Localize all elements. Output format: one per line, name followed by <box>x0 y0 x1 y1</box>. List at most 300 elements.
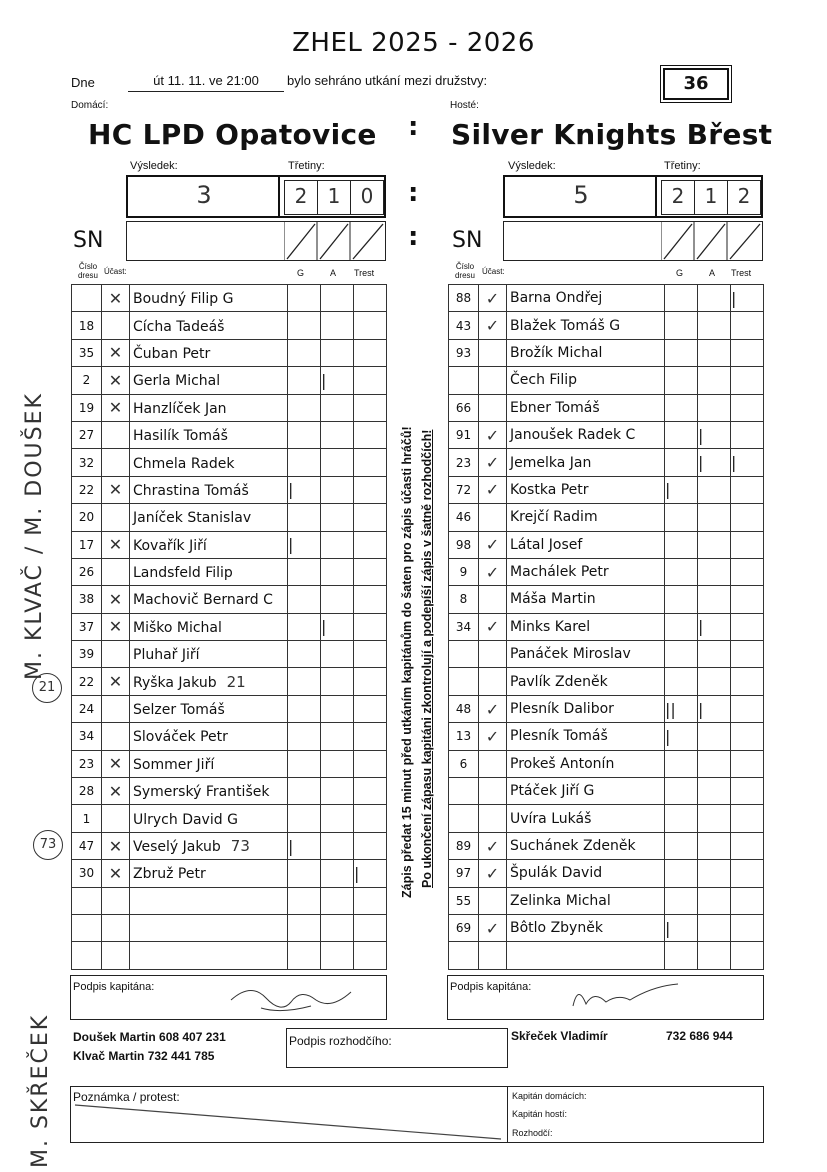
home-player-name: Kovařík Jiří <box>130 531 288 558</box>
home-label: Domácí: <box>71 100 109 111</box>
home-player-number: 27 <box>72 421 102 448</box>
home-player-name: Ryška Jakub 21 <box>130 668 288 695</box>
away-player-row <box>449 695 764 722</box>
home-player-number: 22 <box>72 476 102 503</box>
home-contact-1: Doušek Martin 608 407 231 <box>73 1030 226 1044</box>
away-player-name: Blažek Tomáš G <box>507 312 665 339</box>
away-presence-mark: ✓ <box>479 285 507 312</box>
home-player-number <box>72 942 102 969</box>
captain-home-label: Kapitán domácích: <box>512 1091 587 1101</box>
note-strikeout <box>71 1087 507 1142</box>
home-penalty-mark <box>354 778 387 805</box>
away-player-number: 9 <box>449 558 479 585</box>
away-player-row <box>449 449 764 476</box>
away-assists-mark <box>698 860 731 887</box>
away-goals-mark <box>665 887 698 914</box>
home-player-row <box>72 421 387 448</box>
home-player-row <box>72 394 387 421</box>
away-result-label: Výsledek: <box>508 160 556 172</box>
home-penalty-mark <box>354 695 387 722</box>
home-col-g: G <box>297 268 305 278</box>
away-assists-mark: | <box>698 613 731 640</box>
home-goals-mark <box>288 668 321 695</box>
home-player-name: Selzer Tomáš <box>130 695 288 722</box>
home-presence-mark <box>102 887 130 914</box>
away-assists-mark <box>698 832 731 859</box>
away-player-name: Bôtlo Zbyněk <box>507 914 665 941</box>
home-penalty-mark <box>354 449 387 476</box>
home-presence-mark: ✕ <box>102 394 130 421</box>
home-player-row <box>72 750 387 777</box>
home-assists-mark <box>321 504 354 531</box>
home-assists-mark <box>321 394 354 421</box>
home-assists-mark <box>321 860 354 887</box>
away-col-number: Číslo dresu <box>454 262 475 280</box>
home-player-name: Čuban Petr <box>130 339 288 366</box>
away-player-row <box>449 531 764 558</box>
away-penalty-mark <box>731 887 764 914</box>
away-penalty-mark <box>731 421 764 448</box>
away-player-name: Suchánek Zdeněk <box>507 832 665 859</box>
away-penalty-mark <box>731 860 764 887</box>
captain-away-label: Kapitán hostí: <box>512 1109 568 1119</box>
home-presence-mark: ✕ <box>102 778 130 805</box>
away-player-row <box>449 723 764 750</box>
away-goals-mark <box>665 860 698 887</box>
away-penalty-mark <box>731 914 764 941</box>
away-presence-mark <box>479 942 507 969</box>
home-assists-mark <box>321 750 354 777</box>
away-player-name: Janoušek Radek C <box>507 421 665 448</box>
home-goals-mark <box>288 558 321 585</box>
home-penalty-mark <box>354 421 387 448</box>
away-player-name: Barna Ondřej <box>507 285 665 312</box>
home-goals-mark <box>288 613 321 640</box>
away-penalty-mark <box>731 504 764 531</box>
away-player-name: Minks Karel <box>507 613 665 640</box>
home-roster-table <box>71 284 387 970</box>
home-penalty-mark <box>354 887 387 914</box>
away-player-row <box>449 641 764 668</box>
away-assists-mark <box>698 285 731 312</box>
away-presence-mark: ✓ <box>479 914 507 941</box>
home-goals-mark <box>288 695 321 722</box>
away-assists-mark <box>698 942 731 969</box>
away-goals-mark: | <box>665 723 698 750</box>
away-presence-mark: ✓ <box>479 449 507 476</box>
home-assists-mark <box>321 805 354 832</box>
home-goals-mark <box>288 641 321 668</box>
away-player-number <box>449 367 479 394</box>
home-player-row <box>72 914 387 941</box>
home-goals-mark <box>288 723 321 750</box>
home-assists-mark <box>321 942 354 969</box>
away-goals-mark <box>665 339 698 366</box>
away-player-name: Plesník Tomáš <box>507 723 665 750</box>
home-penalty-mark <box>354 914 387 941</box>
home-player-name: Gerla Michal <box>130 367 288 394</box>
vertical-instruction-1: Zápis předat 15 minut před utkáním kapitánům do šaten pro zápis účasti hráčů! <box>400 426 414 898</box>
away-goals-mark: || <box>665 695 698 722</box>
away-penalty-mark <box>731 312 764 339</box>
home-player-name: Sommer Jiří <box>130 750 288 777</box>
home-player-number: 23 <box>72 750 102 777</box>
home-presence-mark: ✕ <box>102 613 130 640</box>
away-penalty-mark <box>731 367 764 394</box>
home-player-name: Boudný Filip G <box>130 285 288 312</box>
home-player-number: 35 <box>72 339 102 366</box>
home-player-name: Janíček Stanislav <box>130 504 288 531</box>
date-label: Dne <box>71 75 95 90</box>
home-player-row <box>72 339 387 366</box>
away-player-number: 93 <box>449 339 479 366</box>
home-player-name <box>130 942 288 969</box>
away-presence-mark <box>479 668 507 695</box>
home-presence-mark <box>102 312 130 339</box>
home-penalty-mark <box>354 832 387 859</box>
away-assists-mark <box>698 668 731 695</box>
away-assists-mark <box>698 887 731 914</box>
home-player-name: Pluhař Jiří <box>130 641 288 668</box>
away-assists-mark <box>698 476 731 503</box>
away-player-number: 91 <box>449 421 479 448</box>
away-player-row <box>449 613 764 640</box>
away-penalty-mark: | <box>731 449 764 476</box>
away-player-row <box>449 832 764 859</box>
home-goals-mark: | <box>288 832 321 859</box>
away-presence-mark <box>479 805 507 832</box>
away-penalty-mark <box>731 476 764 503</box>
away-presence-mark: ✓ <box>479 860 507 887</box>
home-player-row <box>72 695 387 722</box>
home-player-name: Landsfeld Filip <box>130 558 288 585</box>
away-col-presence: Účast: <box>482 267 505 276</box>
away-goals-mark <box>665 558 698 585</box>
home-presence-mark <box>102 914 130 941</box>
away-penalty-mark: | <box>731 285 764 312</box>
away-player-row <box>449 367 764 394</box>
home-penalty-mark <box>354 641 387 668</box>
home-sn-label: SN <box>73 228 104 253</box>
home-player-number: 30 <box>72 860 102 887</box>
away-assists-mark <box>698 805 731 832</box>
away-assists-mark <box>698 367 731 394</box>
home-goals-mark <box>288 504 321 531</box>
away-player-number: 88 <box>449 285 479 312</box>
away-player-number: 98 <box>449 531 479 558</box>
home-assists-mark <box>321 723 354 750</box>
home-penalty-mark <box>354 613 387 640</box>
home-assists-mark <box>321 312 354 339</box>
home-result-label: Výsledek: <box>130 160 178 172</box>
away-player-number: 55 <box>449 887 479 914</box>
away-assists-mark <box>698 778 731 805</box>
home-player-number: 47 <box>72 832 102 859</box>
away-player-row <box>449 860 764 887</box>
away-goals-mark <box>665 586 698 613</box>
away-player-name <box>507 942 665 969</box>
away-player-number <box>449 942 479 969</box>
away-goals-mark <box>665 394 698 421</box>
away-player-number: 23 <box>449 449 479 476</box>
away-player-name: Krejčí Radim <box>507 504 665 531</box>
away-player-name: Panáček Miroslav <box>507 641 665 668</box>
away-player-name: Špulák David <box>507 860 665 887</box>
home-col-presence: Účast: <box>104 267 127 276</box>
home-assists-mark <box>321 531 354 558</box>
away-presence-mark <box>479 504 507 531</box>
home-goals-mark <box>288 367 321 394</box>
away-presence-mark: ✓ <box>479 832 507 859</box>
away-penalty-mark <box>731 339 764 366</box>
home-player-name: Symerský František <box>130 778 288 805</box>
away-player-row <box>449 394 764 421</box>
away-goals-mark <box>665 421 698 448</box>
home-period-2: 1 <box>327 184 341 208</box>
away-assists-mark <box>698 558 731 585</box>
home-assists-mark <box>321 778 354 805</box>
away-captain-sign-label: Podpis kapitána: <box>450 981 532 993</box>
home-presence-mark <box>102 695 130 722</box>
home-penalty-mark <box>354 723 387 750</box>
home-player-row <box>72 887 387 914</box>
away-player-name: Látal Josef <box>507 531 665 558</box>
away-col-a: A <box>709 268 716 278</box>
away-penalty-mark <box>731 805 764 832</box>
home-periods-label: Třetiny: <box>288 160 325 172</box>
away-player-number: 97 <box>449 860 479 887</box>
away-penalty-mark <box>731 558 764 585</box>
away-goals-mark <box>665 805 698 832</box>
away-goals-mark <box>665 504 698 531</box>
played-text: bylo sehráno utkání mezi družstvy: <box>287 73 488 88</box>
home-presence-mark <box>102 641 130 668</box>
home-captain-sign-label: Podpis kapitána: <box>73 981 155 993</box>
home-assists-mark <box>321 476 354 503</box>
home-player-name: Miško Michal <box>130 613 288 640</box>
away-player-row <box>449 476 764 503</box>
home-player-row <box>72 860 387 887</box>
away-player-number: 46 <box>449 504 479 531</box>
away-period-1: 2 <box>671 184 685 208</box>
home-player-note: 73 <box>230 837 250 855</box>
home-player-name <box>130 914 288 941</box>
home-player-number: 18 <box>72 312 102 339</box>
home-goals-mark <box>288 942 321 969</box>
home-player-row <box>72 449 387 476</box>
away-presence-mark <box>479 339 507 366</box>
away-penalty-mark <box>731 531 764 558</box>
separator-colon: : <box>408 112 419 142</box>
home-goals-mark <box>288 586 321 613</box>
home-presence-mark <box>102 421 130 448</box>
away-player-row <box>449 805 764 832</box>
away-player-row <box>449 285 764 312</box>
home-presence-mark: ✕ <box>102 285 130 312</box>
away-goals-mark <box>665 312 698 339</box>
home-player-number: 28 <box>72 778 102 805</box>
home-player-number <box>72 914 102 941</box>
away-goals-mark: | <box>665 914 698 941</box>
away-player-row <box>449 750 764 777</box>
away-roster-table <box>448 284 764 970</box>
away-player-row <box>449 504 764 531</box>
home-player-number <box>72 285 102 312</box>
away-periods-label: Třetiny: <box>664 160 701 172</box>
away-period-2: 1 <box>704 184 718 208</box>
away-presence-mark <box>479 641 507 668</box>
home-assists-mark <box>321 832 354 859</box>
home-player-row <box>72 312 387 339</box>
home-player-name: Hasilík Tomáš <box>130 421 288 448</box>
away-col-trest: Trest <box>731 268 752 278</box>
away-presence-mark: ✓ <box>479 723 507 750</box>
home-period-3: 0 <box>360 184 374 208</box>
away-label: Hosté: <box>450 100 479 111</box>
away-presence-mark: ✓ <box>479 476 507 503</box>
away-assists-mark <box>698 504 731 531</box>
home-assists-mark <box>321 586 354 613</box>
away-player-number: 43 <box>449 312 479 339</box>
home-assists-mark <box>321 558 354 585</box>
away-goals-mark <box>665 668 698 695</box>
home-player-name: Zbruž Petr <box>130 860 288 887</box>
away-player-row <box>449 668 764 695</box>
home-goals-mark <box>288 312 321 339</box>
away-player-number: 69 <box>449 914 479 941</box>
away-player-row <box>449 421 764 448</box>
home-penalty-mark <box>354 367 387 394</box>
home-player-row <box>72 367 387 394</box>
referee-label: Rozhodčí: <box>512 1128 553 1138</box>
home-col-a: A <box>330 268 337 278</box>
away-presence-mark <box>479 887 507 914</box>
away-player-name: Ebner Tomáš <box>507 394 665 421</box>
home-player-row <box>72 805 387 832</box>
away-player-number: 66 <box>449 394 479 421</box>
away-player-number: 72 <box>449 476 479 503</box>
away-goals-mark <box>665 367 698 394</box>
home-assists-mark <box>321 421 354 448</box>
away-penalty-mark <box>731 750 764 777</box>
away-player-row <box>449 942 764 969</box>
away-assists-mark <box>698 641 731 668</box>
home-assists-mark <box>321 339 354 366</box>
away-contact-name: Skřeček Vladimír <box>511 1029 608 1043</box>
away-player-number <box>449 805 479 832</box>
away-period-3: 2 <box>737 184 751 208</box>
home-player-row <box>72 504 387 531</box>
away-player-row <box>449 312 764 339</box>
home-goals-mark: | <box>288 476 321 503</box>
home-col-trest: Trest <box>354 268 375 278</box>
home-presence-mark: ✕ <box>102 339 130 366</box>
away-presence-mark: ✓ <box>479 312 507 339</box>
away-assists-mark: | <box>698 421 731 448</box>
away-goals-mark <box>665 285 698 312</box>
away-assists-mark <box>698 586 731 613</box>
home-presence-mark <box>102 805 130 832</box>
away-player-number: 48 <box>449 695 479 722</box>
home-goals-mark <box>288 285 321 312</box>
away-sn-strikes <box>661 221 763 261</box>
away-player-name: Uvíra Lukáš <box>507 805 665 832</box>
home-penalty-mark <box>354 394 387 421</box>
home-presence-mark <box>102 942 130 969</box>
away-player-number: 8 <box>449 586 479 613</box>
away-assists-mark <box>698 531 731 558</box>
away-penalty-mark <box>731 613 764 640</box>
home-player-name <box>130 887 288 914</box>
home-player-row <box>72 723 387 750</box>
away-assists-mark <box>698 394 731 421</box>
home-penalty-mark <box>354 558 387 585</box>
home-penalty-mark <box>354 312 387 339</box>
date-value: út 11. 11. ve 21:00 <box>128 73 284 92</box>
home-penalty-mark <box>354 668 387 695</box>
home-contact-2: Klvač Martin 732 441 785 <box>73 1049 215 1063</box>
home-penalty-mark <box>354 586 387 613</box>
away-assists-mark <box>698 312 731 339</box>
home-goals-mark <box>288 750 321 777</box>
away-goals-mark <box>665 832 698 859</box>
home-player-number <box>72 887 102 914</box>
away-presence-mark: ✓ <box>479 558 507 585</box>
away-presence-mark: ✓ <box>479 695 507 722</box>
home-assists-mark <box>321 887 354 914</box>
away-player-number: 6 <box>449 750 479 777</box>
home-player-row <box>72 285 387 312</box>
home-player-row <box>72 613 387 640</box>
away-player-name: Machálek Petr <box>507 558 665 585</box>
away-score: 5 <box>573 181 589 209</box>
home-assists-mark <box>321 449 354 476</box>
page-title: ZHEL 2025 - 2026 <box>292 28 535 58</box>
home-presence-mark: ✕ <box>102 860 130 887</box>
home-penalty-mark <box>354 805 387 832</box>
away-player-number: 13 <box>449 723 479 750</box>
home-player-row <box>72 586 387 613</box>
home-player-row <box>72 641 387 668</box>
away-player-row <box>449 887 764 914</box>
home-player-number: 39 <box>72 641 102 668</box>
home-goals-mark <box>288 805 321 832</box>
away-player-row <box>449 778 764 805</box>
away-contact-phone: 732 686 944 <box>666 1029 733 1043</box>
home-col-number: Číslo dresu <box>77 262 98 280</box>
home-player-row <box>72 668 387 695</box>
away-player-name: Pavlík Zdeněk <box>507 668 665 695</box>
away-penalty-mark <box>731 668 764 695</box>
away-player-number <box>449 668 479 695</box>
away-assists-mark <box>698 914 731 941</box>
home-player-row <box>72 778 387 805</box>
home-player-row <box>72 531 387 558</box>
away-player-row <box>449 339 764 366</box>
away-presence-mark <box>479 394 507 421</box>
away-penalty-mark <box>731 832 764 859</box>
home-player-row <box>72 832 387 859</box>
home-penalty-mark <box>354 531 387 558</box>
home-player-number: 24 <box>72 695 102 722</box>
home-presence-mark: ✕ <box>102 476 130 503</box>
away-team-name: Silver Knights Břest <box>451 118 773 151</box>
away-player-name: Máša Martin <box>507 586 665 613</box>
away-player-name: Zelinka Michal <box>507 887 665 914</box>
away-player-name: Prokeš Antonín <box>507 750 665 777</box>
away-captain-signature <box>558 980 698 1016</box>
home-player-name: Cícha Tadeáš <box>130 312 288 339</box>
